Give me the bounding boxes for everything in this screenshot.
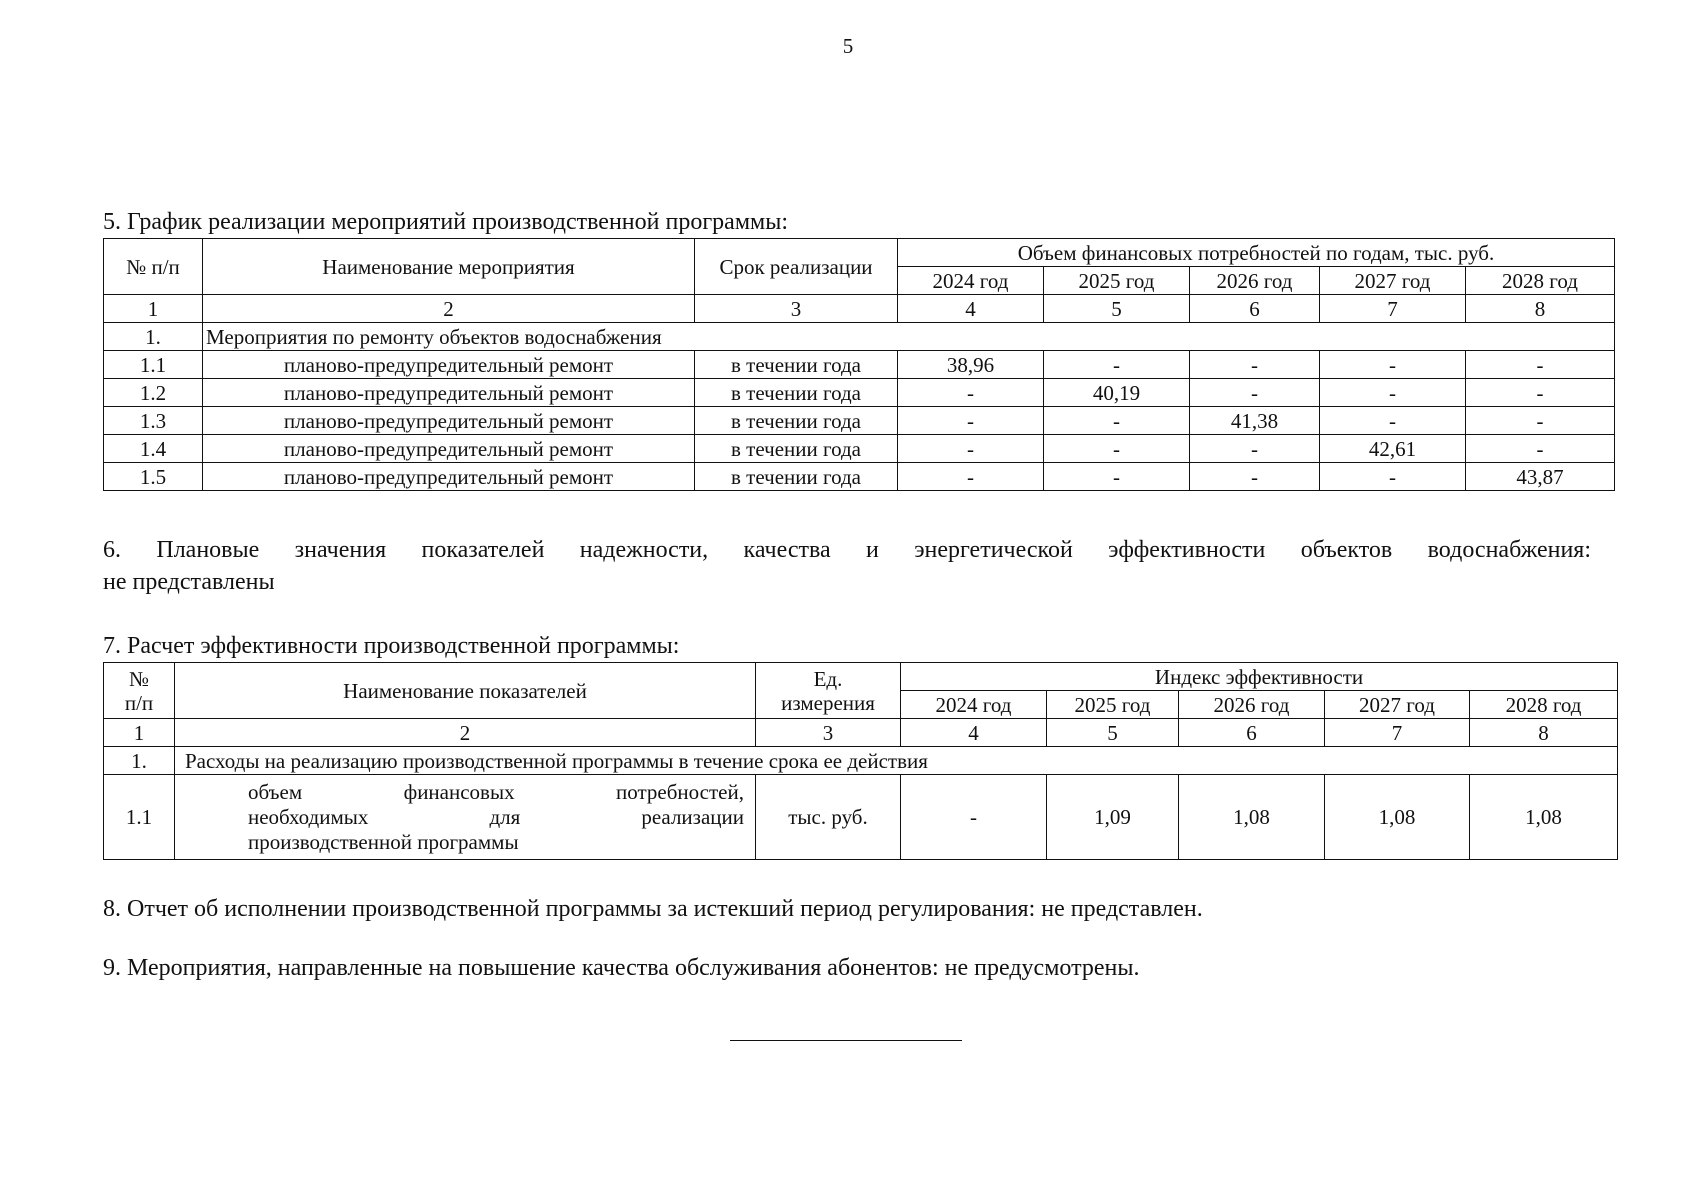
row-num: 1.2	[104, 379, 203, 407]
row-name-line: производственной программы	[248, 829, 519, 854]
row-value: 41,38	[1190, 407, 1320, 435]
row-name-line: объем финансовых потребностей,	[248, 779, 744, 804]
schedule-table	[103, 238, 1615, 491]
row-term: в течении года	[695, 407, 898, 435]
row-value: 1,08	[1179, 775, 1325, 860]
column-number-row	[104, 295, 1615, 323]
row-value: -	[1044, 435, 1190, 463]
row-value: -	[1320, 463, 1466, 491]
header-year: 2027 год	[1320, 267, 1466, 295]
section-5-heading: 5. График реализации мероприятий производственной программы:	[103, 209, 788, 235]
row-value: 1,08	[1470, 775, 1618, 860]
table-row	[104, 463, 1615, 491]
section-7-heading: 7. Расчет эффективности производственной программы:	[103, 633, 680, 659]
column-number: 4	[901, 719, 1047, 747]
column-number: 1	[104, 295, 203, 323]
row-value: 1,09	[1047, 775, 1179, 860]
row-value: -	[1466, 435, 1615, 463]
group-num: 1.	[104, 323, 203, 351]
row-name	[175, 775, 756, 860]
column-number: 1	[104, 719, 175, 747]
header-volume-group: Объем финансовых потребностей по годам, тыс. руб.	[898, 239, 1615, 267]
header-year: 2027 год	[1325, 691, 1470, 719]
row-name-line: необходимых для реализации	[248, 804, 744, 829]
header-year: 2028 год	[1470, 691, 1618, 719]
header-num: № п/п	[104, 239, 203, 295]
row-value: -	[901, 775, 1047, 860]
row-value: 1,08	[1325, 775, 1470, 860]
row-name: планово-предупредительный ремонт	[203, 379, 695, 407]
row-num: 1.4	[104, 435, 203, 463]
header-year: 2028 год	[1466, 267, 1615, 295]
efficiency-table	[103, 662, 1618, 860]
header-indicator-name: Наименование показателей	[175, 663, 756, 719]
header-year: 2026 год	[1190, 267, 1320, 295]
header-year: 2026 год	[1179, 691, 1325, 719]
row-value: -	[898, 379, 1044, 407]
column-number: 6	[1190, 295, 1320, 323]
section-6-paragraph	[103, 534, 1591, 598]
section-6-line-1: 6. Плановые значения показателей надежности, качества и энергетической эффективности объектов водоснабжения:	[103, 537, 1591, 563]
row-num: 1.1	[104, 775, 175, 860]
table-row	[104, 379, 1615, 407]
row-term: в течении года	[695, 351, 898, 379]
header-unit-bottom: измерения	[781, 690, 875, 715]
header-measure-name: Наименование мероприятия	[203, 239, 695, 295]
row-value: -	[898, 435, 1044, 463]
row-value: -	[1190, 351, 1320, 379]
header-index-group: Индекс эффективности	[901, 663, 1618, 691]
row-value: -	[1044, 407, 1190, 435]
column-number: 6	[1179, 719, 1325, 747]
section-9-paragraph: 9. Мероприятия, направленные на повышение качества обслуживания абонентов: не предусмотрены.	[103, 955, 1140, 981]
row-term: в течении года	[695, 379, 898, 407]
column-number: 2	[175, 719, 756, 747]
header-num	[104, 663, 175, 719]
section-6-line-2: не представлены	[103, 569, 275, 595]
page-number: 5	[842, 34, 854, 58]
row-value: -	[1190, 379, 1320, 407]
header-num-top: №	[128, 666, 150, 691]
row-value: -	[1320, 351, 1466, 379]
group-num: 1.	[104, 747, 175, 775]
column-number: 8	[1466, 295, 1615, 323]
end-rule	[730, 1040, 962, 1041]
table-row	[104, 407, 1615, 435]
row-value: 43,87	[1466, 463, 1615, 491]
row-num: 1.3	[104, 407, 203, 435]
row-term: в течении года	[695, 435, 898, 463]
row-name: планово-предупредительный ремонт	[203, 407, 695, 435]
header-term: Срок реализации	[695, 239, 898, 295]
row-num: 1.5	[104, 463, 203, 491]
header-num-bottom: п/п	[124, 690, 154, 715]
column-number: 5	[1047, 719, 1179, 747]
table-header-row	[104, 663, 1618, 691]
column-number-row	[104, 719, 1618, 747]
group-title: Расходы на реализацию производственной программы в течение срока ее действия	[175, 747, 1618, 775]
column-number: 3	[695, 295, 898, 323]
table-header-row	[104, 239, 1615, 267]
table-row	[104, 435, 1615, 463]
row-num: 1.1	[104, 351, 203, 379]
section-8-paragraph: 8. Отчет об исполнении производственной программы за истекший период регулирования: не представлен.	[103, 896, 1203, 922]
column-number: 3	[756, 719, 901, 747]
row-value: -	[1190, 463, 1320, 491]
row-term: в течении года	[695, 463, 898, 491]
header-year: 2024 год	[898, 267, 1044, 295]
row-value: -	[898, 463, 1044, 491]
row-value: 40,19	[1044, 379, 1190, 407]
table-row	[104, 775, 1618, 860]
row-name: планово-предупредительный ремонт	[203, 463, 695, 491]
row-name: планово-предупредительный ремонт	[203, 435, 695, 463]
row-value: -	[1044, 463, 1190, 491]
group-row	[104, 323, 1615, 351]
row-value: -	[1466, 351, 1615, 379]
row-value: -	[1466, 407, 1615, 435]
group-title: Мероприятия по ремонту объектов водоснабжения	[203, 323, 1615, 351]
row-value: -	[1466, 379, 1615, 407]
column-number: 5	[1044, 295, 1190, 323]
column-number: 4	[898, 295, 1044, 323]
header-unit-top: Ед.	[813, 666, 843, 691]
row-value: -	[898, 407, 1044, 435]
row-unit: тыс. руб.	[756, 775, 901, 860]
table-row	[104, 351, 1615, 379]
row-value: -	[1044, 351, 1190, 379]
group-row	[104, 747, 1618, 775]
row-value: 42,61	[1320, 435, 1466, 463]
row-name: планово-предупредительный ремонт	[203, 351, 695, 379]
header-year: 2024 год	[901, 691, 1047, 719]
header-year: 2025 год	[1047, 691, 1179, 719]
header-year: 2025 год	[1044, 267, 1190, 295]
row-value: -	[1320, 379, 1466, 407]
row-value: 38,96	[898, 351, 1044, 379]
column-number: 7	[1325, 719, 1470, 747]
header-unit	[756, 663, 901, 719]
column-number: 2	[203, 295, 695, 323]
row-value: -	[1190, 435, 1320, 463]
column-number: 7	[1320, 295, 1466, 323]
column-number: 8	[1470, 719, 1618, 747]
row-value: -	[1320, 407, 1466, 435]
